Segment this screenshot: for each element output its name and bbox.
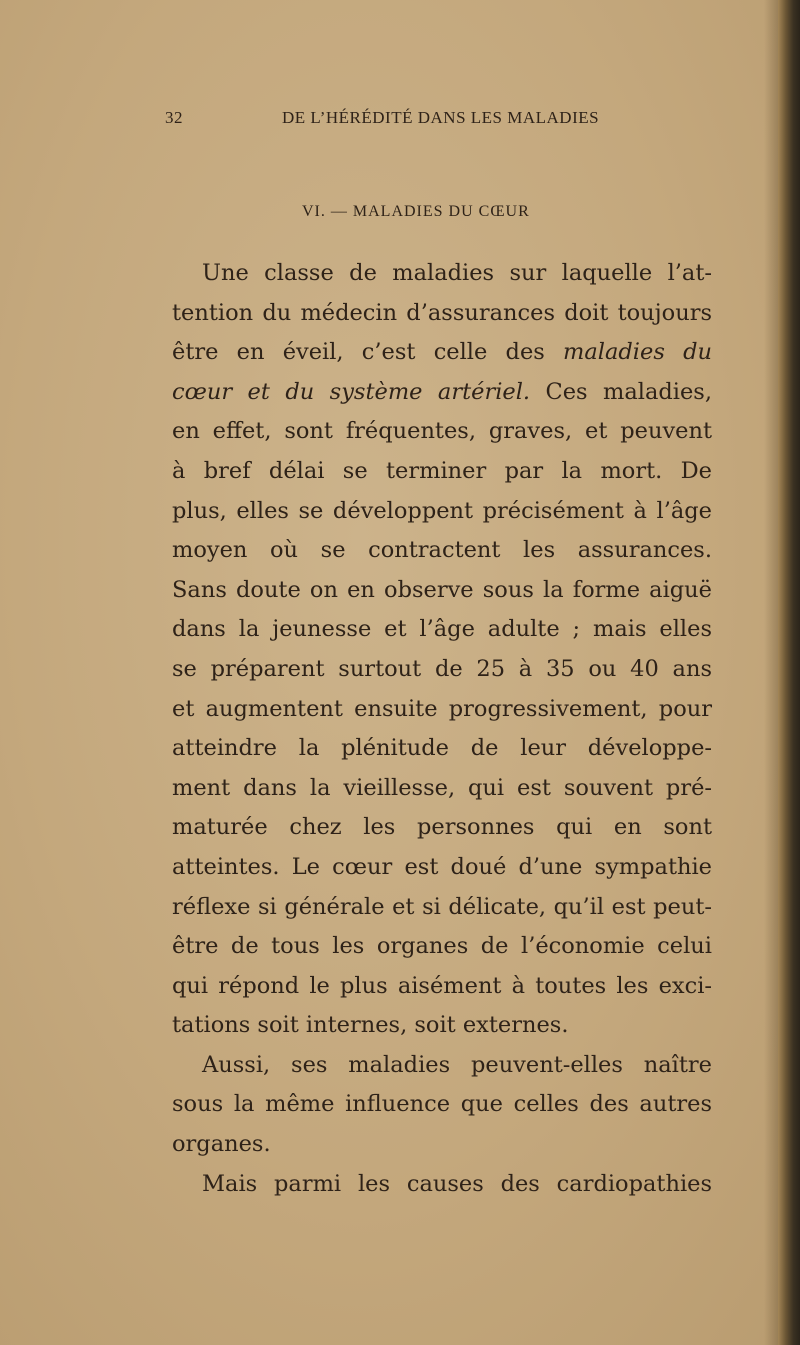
body-text [172,254,712,1204]
text-line: tention du médecin d’assurances doit toujours [172,299,712,326]
text-line: moyen où se contractent les assurances. [172,537,712,564]
text-line: réflexe si générale et si délicate, qu’il est peut- [172,893,712,920]
text-line [172,373,712,413]
text-line: atteintes. Le cœur est doué d’une sympathie [172,853,712,880]
page-gutter-shadow [764,0,778,1345]
text-line-segment: être en éveil, c’est celle des [172,339,564,366]
text-line: Sans doute on en observe sous la forme aiguë [172,576,712,603]
text-line: maturée chez les personnes qui en sont [172,814,712,841]
text-line: Une classe de maladies sur laquelle l’at- [202,260,712,286]
text-line [172,333,712,373]
text-line: Aussi, ses maladies peuvent-elles naître [202,1051,712,1078]
page-edge [778,0,800,1345]
text-line: atteindre la plénitude de leur développe- [172,735,712,762]
running-title: DE L’HÉRÉDITÉ DANS LES MALADIES [282,108,600,127]
text-line: ment dans la vieillesse, qui est souvent pré- [172,774,712,801]
text-line: Mais parmi les causes des cardiopathies [202,1170,712,1197]
text-line: organes. [172,1131,271,1158]
running-head [165,108,710,138]
italic-phrase: cœur et du système artériel. [172,378,531,405]
text-line: en effet, sont fréquentes, graves, et peuvent [172,418,712,445]
section-heading-text: VI. — MALADIES DU CŒUR [302,203,530,220]
page-number: 32 [165,108,183,127]
text-line: et augmentent ensuite progressivement, pour [172,695,712,722]
text-line: dans la jeunesse et l’âge adulte ; mais elles [172,616,712,643]
text-line: qui répond le plus aisément à toutes les exci- [172,972,712,999]
text-line: tations soit internes, soit externes. [172,1012,569,1039]
text-line: plus, elles se développent précisément à l’âge [172,497,712,524]
text-line: à bref délai se terminer par la mort. De [172,457,712,484]
text-line: se préparent surtout de 25 à 35 ou 40 ans [172,655,712,682]
text-line-segment: Ces maladies, [530,378,712,405]
text-line: sous la même influence que celles des autres [172,1091,712,1118]
italic-phrase: maladies du [563,339,712,366]
text-line: être de tous les organes de l’économie celui [172,933,712,960]
